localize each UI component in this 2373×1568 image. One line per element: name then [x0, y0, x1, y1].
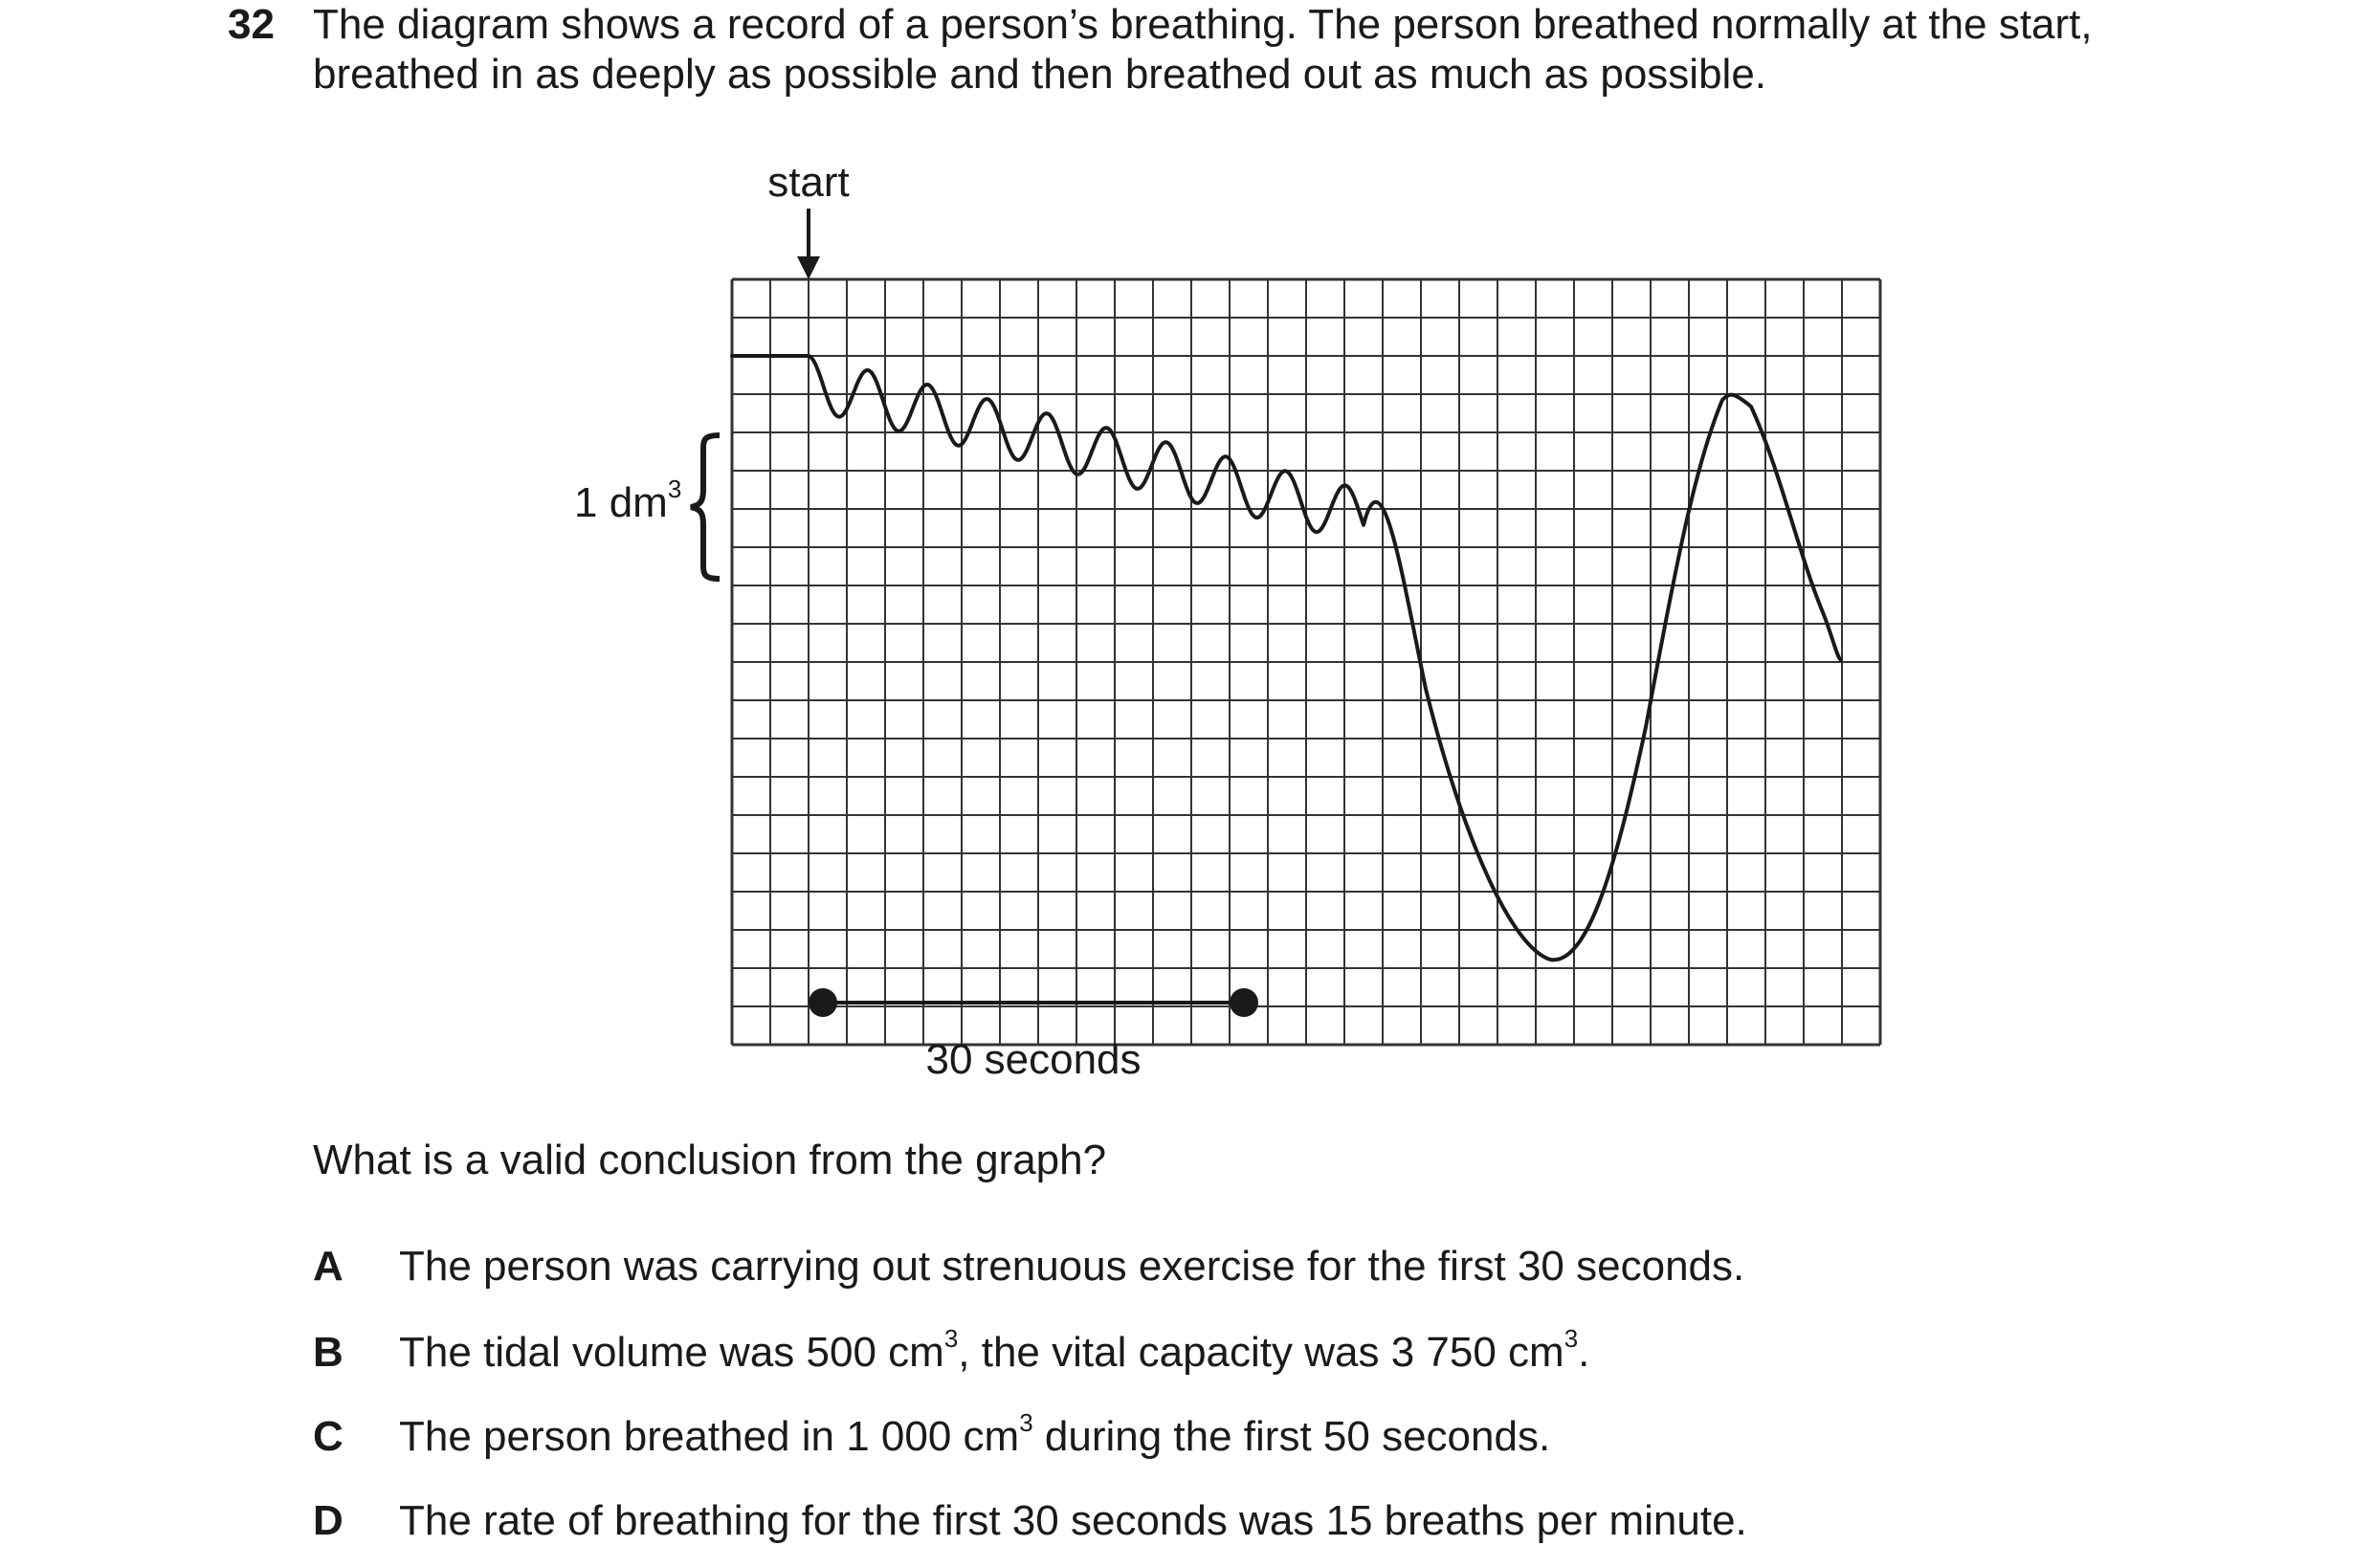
option-text-part: The tidal volume was 500 cm: [399, 1329, 944, 1376]
option-letter: C: [313, 1413, 344, 1460]
option-text-part: , the vital capacity was 3 750 cm: [958, 1329, 1564, 1376]
option-text: [399, 1408, 1551, 1462]
volume-scale-superscript: 3: [667, 475, 682, 503]
option-text: The person was carrying out strenuous exercise for the first 30 seconds.: [399, 1243, 1745, 1290]
volume-scale-unit: 1 dm: [574, 479, 668, 526]
time-scale-end-dot: [1230, 988, 1258, 1017]
option-superscript: 3: [1019, 1408, 1033, 1437]
time-scale-label: 30 seconds: [925, 1036, 1142, 1083]
question-stem-line-2: breathed in as deeply as possible and then breathed out as much as possible.: [313, 51, 1767, 98]
volume-scale-label: [574, 475, 681, 526]
option-superscript: 3: [1564, 1324, 1579, 1353]
option-letter: A: [313, 1243, 344, 1290]
start-arrow-head: [797, 256, 820, 279]
option-letter: D: [313, 1497, 344, 1544]
start-label: start: [767, 159, 850, 206]
breathing-trace: [732, 356, 1841, 960]
option-text: [399, 1324, 1590, 1378]
volume-scale-brace: [691, 435, 720, 579]
question-stem-line-1: The diagram shows a record of a person’s breathing. The person breathed normally at the start,: [313, 1, 2093, 48]
option-text-part: The person breathed in 1 000 cm: [399, 1413, 1020, 1460]
option-text: The rate of breathing for the first 30 seconds was 15 breaths per minute.: [399, 1497, 1747, 1544]
question-prompt: What is a valid conclusion from the graph?: [313, 1137, 1107, 1183]
time-scale-start-dot: [809, 988, 837, 1017]
option-letter: B: [313, 1329, 344, 1376]
question-number: 32: [228, 1, 275, 48]
graph-grid: [732, 279, 1880, 1045]
option-text-part: during the first 50 seconds.: [1032, 1413, 1551, 1460]
option-text-part: .: [1578, 1329, 1590, 1376]
option-superscript: 3: [943, 1324, 959, 1353]
